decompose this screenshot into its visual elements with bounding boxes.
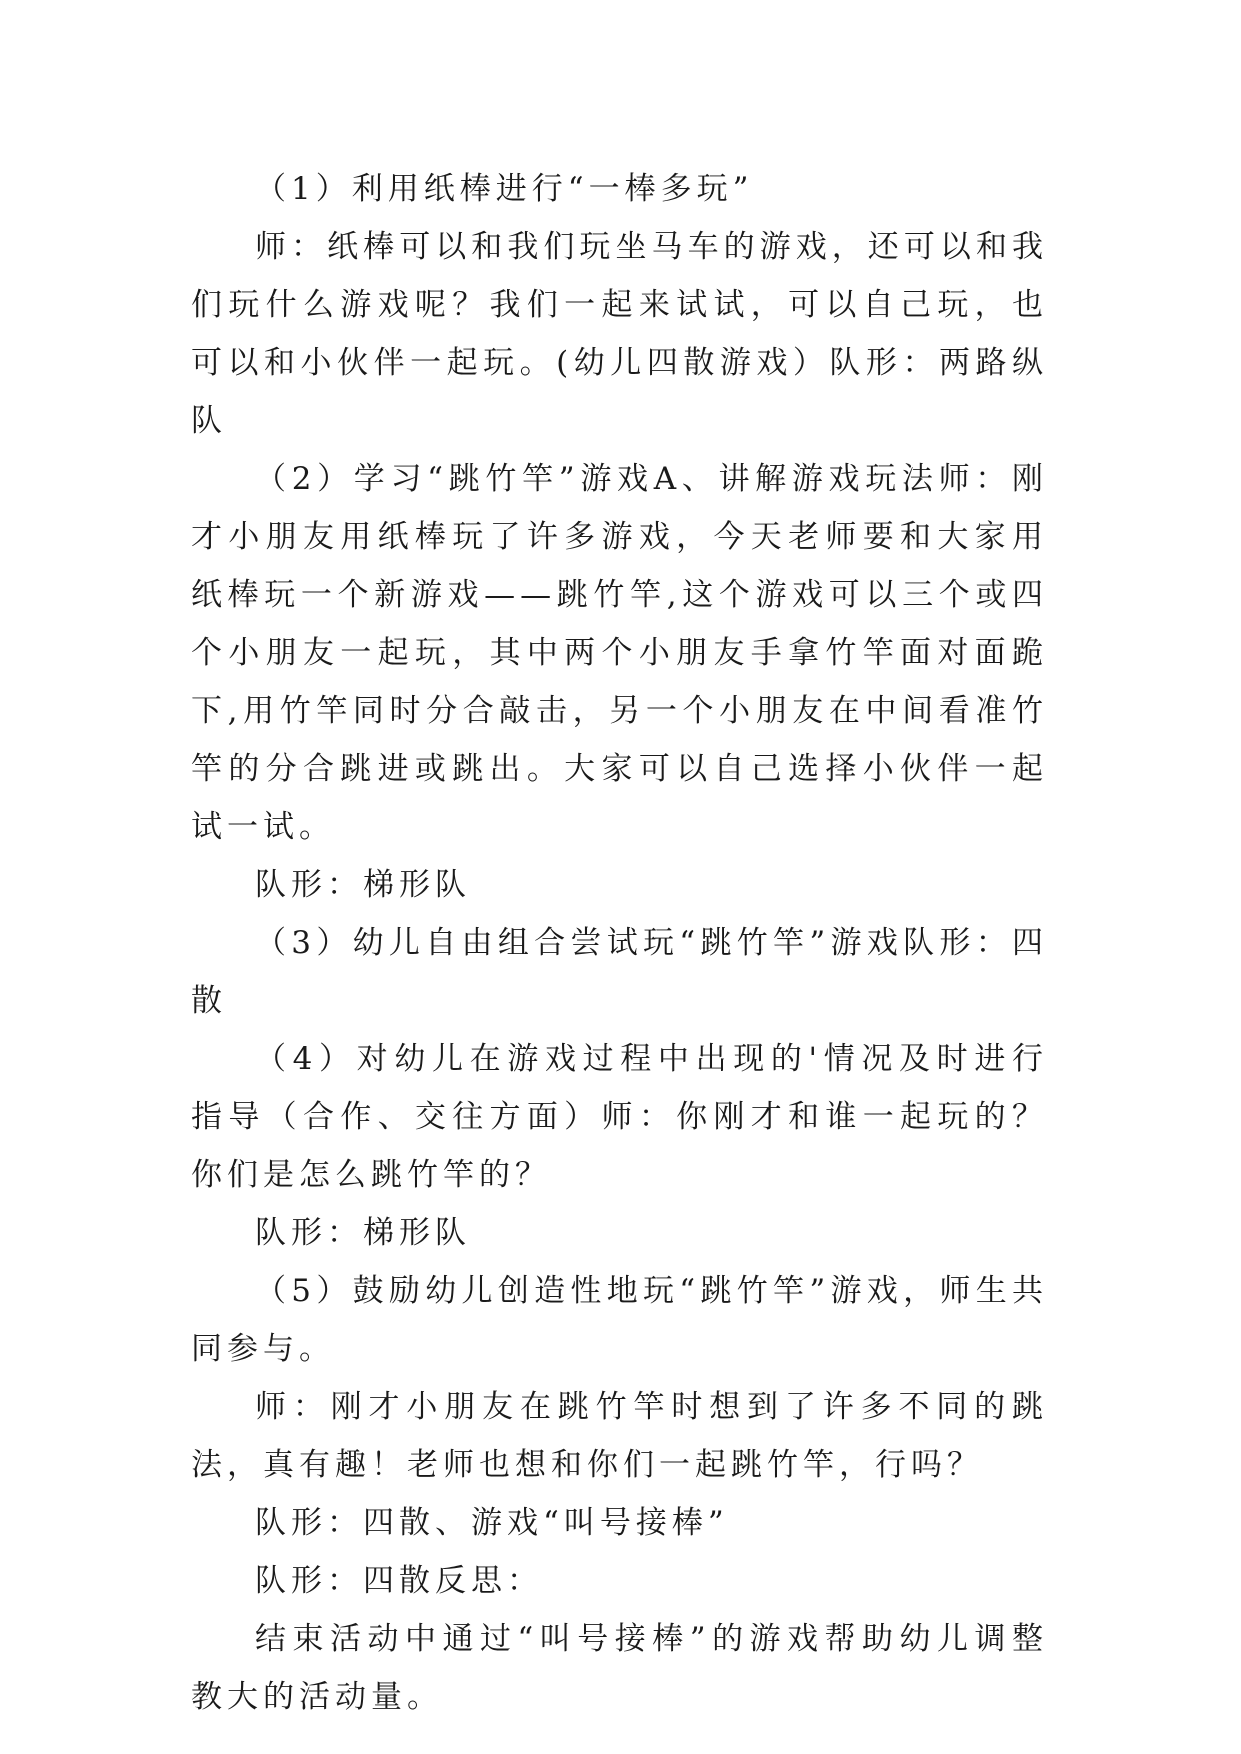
paragraph-formation-3: 队形：四散、游戏“叫号接棒”	[255, 1505, 729, 1541]
paragraph-teacher-question-2: 师：刚才小朋友在跳竹竿时想到了许多不同的跳法，真有趣！老师也想和你们一起跳竹竿，行吗？	[191, 1389, 1048, 1483]
paragraph-activity-4: （4）对幼儿在游戏过程中出现的'情况及时进行指导（合作、交往方面）师：你刚才和谁一起玩的？你们是怎么跳竹竿的？	[191, 1041, 1048, 1193]
paragraph-formation-4: 队形：四散反思：	[255, 1563, 543, 1599]
paragraph-activity-3: （3）幼儿自由组合尝试玩“跳竹竿”游戏队形：四散	[191, 925, 1048, 1019]
paragraph-formation-1: 队形：梯形队	[255, 867, 471, 903]
paragraph-teacher-question-1: 师：纸棒可以和我们玩坐马车的游戏，还可以和我们玩什么游戏呢？我们一起来试试，可以自己玩，也可以和小伙伴一起玩。(幼儿四散游戏）队形：两路纵队	[191, 229, 1048, 439]
paragraph-reflection: 结束活动中通过“叫号接棒”的游戏帮助幼儿调整教大的活动量。	[191, 1621, 1048, 1715]
paragraph-activity-1: （1）利用纸棒进行“一棒多玩”	[255, 171, 754, 207]
paragraph-formation-2: 队形：梯形队	[255, 1215, 471, 1251]
document-body	[191, 160, 1048, 1726]
paragraph-activity-5: （5）鼓励幼儿创造性地玩“跳竹竿”游戏，师生共同参与。	[191, 1273, 1048, 1367]
paragraph-activity-2: （2）学习“跳竹竿”游戏A、讲解游戏玩法师：刚才小朋友用纸棒玩了许多游戏，今天老师要和大家用纸棒玩一个新游戏——跳竹竿,这个游戏可以三个或四个小朋友一起玩，其中两个小朋友手拿竹竿面对面跪下,用竹竿同时分合敲击，另一个小朋友在中间看准竹竿的分合跳进或跳出。大家可以自己选择小伙伴一起试一试。	[191, 461, 1048, 845]
